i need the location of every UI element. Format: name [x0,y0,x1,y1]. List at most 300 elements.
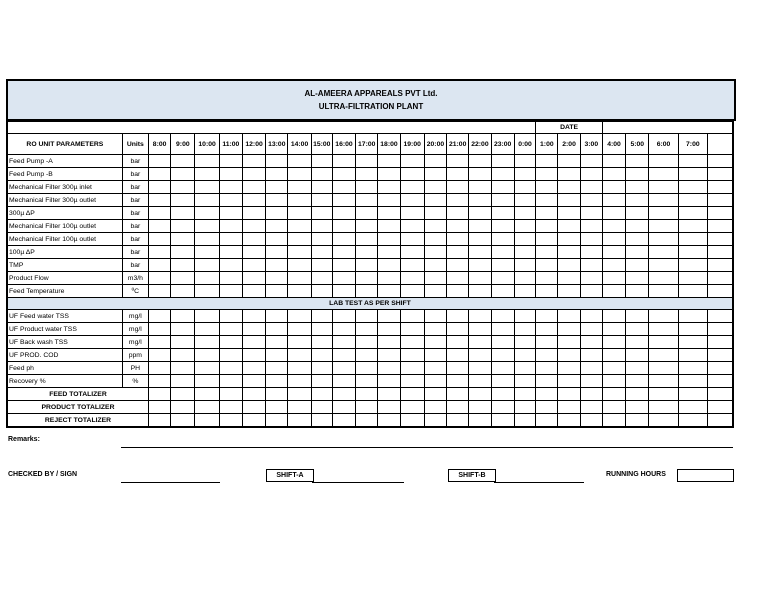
reading-cell[interactable] [311,414,332,428]
reading-cell[interactable] [356,285,378,298]
reading-cell[interactable] [678,207,707,220]
reading-cell[interactable] [678,233,707,246]
reading-cell[interactable] [678,220,707,233]
reading-cell[interactable] [332,168,355,181]
reading-cell[interactable] [602,336,625,349]
reading-cell[interactable] [580,272,602,285]
reading-cell[interactable] [626,246,649,259]
reading-cell[interactable] [288,181,311,194]
reading-cell[interactable] [447,388,469,401]
date-input[interactable] [602,122,733,134]
reading-cell[interactable] [536,336,558,349]
reading-cell[interactable] [626,168,649,181]
reading-cell[interactable] [678,181,707,194]
reading-cell[interactable] [332,375,355,388]
reading-cell[interactable] [356,362,378,375]
reading-cell[interactable] [707,323,733,336]
reading-cell[interactable] [602,285,625,298]
reading-cell[interactable] [400,246,424,259]
reading-cell[interactable] [602,246,625,259]
reading-cell[interactable] [288,233,311,246]
reading-cell[interactable] [171,362,195,375]
reading-cell[interactable] [469,181,491,194]
reading-cell[interactable] [148,375,170,388]
reading-cell[interactable] [148,181,170,194]
reading-cell[interactable] [195,414,219,428]
reading-cell[interactable] [514,388,535,401]
reading-cell[interactable] [536,349,558,362]
reading-cell[interactable] [195,310,219,323]
reading-cell[interactable] [602,362,625,375]
reading-cell[interactable] [400,349,424,362]
reading-cell[interactable] [400,310,424,323]
reading-cell[interactable] [649,194,678,207]
reading-cell[interactable] [219,168,242,181]
reading-cell[interactable] [447,220,469,233]
reading-cell[interactable] [424,259,446,272]
reading-cell[interactable] [447,181,469,194]
reading-cell[interactable] [288,285,311,298]
reading-cell[interactable] [311,285,332,298]
reading-cell[interactable] [266,181,288,194]
reading-cell[interactable] [707,414,733,428]
reading-cell[interactable] [469,168,491,181]
reading-cell[interactable] [171,349,195,362]
reading-cell[interactable] [332,414,355,428]
reading-cell[interactable] [707,246,733,259]
reading-cell[interactable] [580,414,602,428]
reading-cell[interactable] [195,155,219,168]
reading-cell[interactable] [469,310,491,323]
reading-cell[interactable] [580,155,602,168]
reading-cell[interactable] [219,349,242,362]
reading-cell[interactable] [491,401,514,414]
reading-cell[interactable] [219,246,242,259]
reading-cell[interactable] [447,194,469,207]
reading-cell[interactable] [288,155,311,168]
reading-cell[interactable] [536,155,558,168]
reading-cell[interactable] [447,207,469,220]
reading-cell[interactable] [311,233,332,246]
reading-cell[interactable] [536,375,558,388]
reading-cell[interactable] [171,155,195,168]
reading-cell[interactable] [242,401,265,414]
reading-cell[interactable] [356,388,378,401]
reading-cell[interactable] [580,168,602,181]
reading-cell[interactable] [469,323,491,336]
reading-cell[interactable] [400,233,424,246]
reading-cell[interactable] [536,259,558,272]
reading-cell[interactable] [266,401,288,414]
reading-cell[interactable] [514,168,535,181]
reading-cell[interactable] [707,220,733,233]
reading-cell[interactable] [242,233,265,246]
reading-cell[interactable] [148,285,170,298]
reading-cell[interactable] [288,414,311,428]
reading-cell[interactable] [424,401,446,414]
reading-cell[interactable] [378,388,400,401]
reading-cell[interactable] [171,310,195,323]
reading-cell[interactable] [678,414,707,428]
reading-cell[interactable] [288,310,311,323]
reading-cell[interactable] [266,207,288,220]
reading-cell[interactable] [514,181,535,194]
reading-cell[interactable] [469,155,491,168]
reading-cell[interactable] [378,336,400,349]
reading-cell[interactable] [148,194,170,207]
reading-cell[interactable] [356,207,378,220]
reading-cell[interactable] [536,310,558,323]
reading-cell[interactable] [195,246,219,259]
reading-cell[interactable] [400,388,424,401]
reading-cell[interactable] [649,155,678,168]
reading-cell[interactable] [400,155,424,168]
reading-cell[interactable] [514,259,535,272]
reading-cell[interactable] [242,194,265,207]
reading-cell[interactable] [378,414,400,428]
reading-cell[interactable] [266,388,288,401]
reading-cell[interactable] [707,181,733,194]
reading-cell[interactable] [536,233,558,246]
reading-cell[interactable] [171,336,195,349]
reading-cell[interactable] [242,310,265,323]
reading-cell[interactable] [558,246,580,259]
reading-cell[interactable] [678,375,707,388]
reading-cell[interactable] [514,401,535,414]
reading-cell[interactable] [491,194,514,207]
reading-cell[interactable] [707,401,733,414]
reading-cell[interactable] [707,272,733,285]
reading-cell[interactable] [378,168,400,181]
reading-cell[interactable] [288,246,311,259]
reading-cell[interactable] [424,375,446,388]
reading-cell[interactable] [378,155,400,168]
reading-cell[interactable] [649,388,678,401]
reading-cell[interactable] [514,155,535,168]
reading-cell[interactable] [356,233,378,246]
reading-cell[interactable] [311,246,332,259]
reading-cell[interactable] [491,310,514,323]
reading-cell[interactable] [491,362,514,375]
reading-cell[interactable] [266,259,288,272]
reading-cell[interactable] [288,168,311,181]
reading-cell[interactable] [602,272,625,285]
reading-cell[interactable] [602,375,625,388]
reading-cell[interactable] [148,349,170,362]
reading-cell[interactable] [311,375,332,388]
reading-cell[interactable] [558,155,580,168]
reading-cell[interactable] [626,401,649,414]
reading-cell[interactable] [332,362,355,375]
reading-cell[interactable] [332,207,355,220]
reading-cell[interactable] [469,207,491,220]
reading-cell[interactable] [707,336,733,349]
reading-cell[interactable] [514,207,535,220]
reading-cell[interactable] [171,388,195,401]
reading-cell[interactable] [626,336,649,349]
reading-cell[interactable] [195,194,219,207]
reading-cell[interactable] [626,207,649,220]
reading-cell[interactable] [288,375,311,388]
reading-cell[interactable] [242,246,265,259]
reading-cell[interactable] [242,285,265,298]
reading-cell[interactable] [678,246,707,259]
reading-cell[interactable] [447,155,469,168]
reading-cell[interactable] [424,414,446,428]
reading-cell[interactable] [288,220,311,233]
reading-cell[interactable] [536,388,558,401]
reading-cell[interactable] [649,362,678,375]
reading-cell[interactable] [311,168,332,181]
reading-cell[interactable] [469,349,491,362]
reading-cell[interactable] [356,323,378,336]
reading-cell[interactable] [311,362,332,375]
reading-cell[interactable] [469,285,491,298]
reading-cell[interactable] [148,246,170,259]
reading-cell[interactable] [424,349,446,362]
reading-cell[interactable] [266,310,288,323]
reading-cell[interactable] [332,388,355,401]
checked-by-sign-line[interactable] [121,482,220,483]
reading-cell[interactable] [626,362,649,375]
reading-cell[interactable] [266,414,288,428]
reading-cell[interactable] [195,323,219,336]
reading-cell[interactable] [356,310,378,323]
reading-cell[interactable] [580,259,602,272]
reading-cell[interactable] [580,336,602,349]
reading-cell[interactable] [242,336,265,349]
reading-cell[interactable] [514,349,535,362]
reading-cell[interactable] [288,207,311,220]
reading-cell[interactable] [332,401,355,414]
reading-cell[interactable] [400,414,424,428]
reading-cell[interactable] [378,272,400,285]
reading-cell[interactable] [266,349,288,362]
reading-cell[interactable] [491,259,514,272]
reading-cell[interactable] [707,362,733,375]
reading-cell[interactable] [678,155,707,168]
reading-cell[interactable] [242,259,265,272]
reading-cell[interactable] [332,220,355,233]
reading-cell[interactable] [707,194,733,207]
reading-cell[interactable] [171,272,195,285]
reading-cell[interactable] [424,155,446,168]
reading-cell[interactable] [266,362,288,375]
reading-cell[interactable] [536,285,558,298]
reading-cell[interactable] [447,323,469,336]
reading-cell[interactable] [266,168,288,181]
reading-cell[interactable] [447,414,469,428]
reading-cell[interactable] [536,194,558,207]
reading-cell[interactable] [400,194,424,207]
reading-cell[interactable] [148,155,170,168]
reading-cell[interactable] [332,233,355,246]
reading-cell[interactable] [378,233,400,246]
reading-cell[interactable] [195,207,219,220]
reading-cell[interactable] [447,336,469,349]
reading-cell[interactable] [602,259,625,272]
reading-cell[interactable] [469,388,491,401]
reading-cell[interactable] [195,362,219,375]
reading-cell[interactable] [356,155,378,168]
reading-cell[interactable] [558,285,580,298]
reading-cell[interactable] [424,285,446,298]
reading-cell[interactable] [491,168,514,181]
reading-cell[interactable] [171,414,195,428]
reading-cell[interactable] [148,220,170,233]
reading-cell[interactable] [491,246,514,259]
reading-cell[interactable] [356,259,378,272]
reading-cell[interactable] [332,181,355,194]
reading-cell[interactable] [580,349,602,362]
reading-cell[interactable] [707,233,733,246]
reading-cell[interactable] [558,233,580,246]
reading-cell[interactable] [311,155,332,168]
reading-cell[interactable] [649,220,678,233]
reading-cell[interactable] [195,272,219,285]
reading-cell[interactable] [311,349,332,362]
reading-cell[interactable] [626,272,649,285]
reading-cell[interactable] [378,220,400,233]
reading-cell[interactable] [469,233,491,246]
reading-cell[interactable] [491,207,514,220]
reading-cell[interactable] [602,168,625,181]
reading-cell[interactable] [447,362,469,375]
reading-cell[interactable] [678,349,707,362]
reading-cell[interactable] [424,220,446,233]
reading-cell[interactable] [171,168,195,181]
reading-cell[interactable] [171,181,195,194]
reading-cell[interactable] [195,388,219,401]
reading-cell[interactable] [148,272,170,285]
reading-cell[interactable] [649,323,678,336]
reading-cell[interactable] [424,233,446,246]
reading-cell[interactable] [378,194,400,207]
reading-cell[interactable] [602,414,625,428]
reading-cell[interactable] [649,401,678,414]
reading-cell[interactable] [491,285,514,298]
reading-cell[interactable] [356,336,378,349]
reading-cell[interactable] [288,259,311,272]
reading-cell[interactable] [171,194,195,207]
reading-cell[interactable] [602,401,625,414]
reading-cell[interactable] [266,194,288,207]
reading-cell[interactable] [171,233,195,246]
shift-b-sign-line[interactable] [494,482,584,483]
reading-cell[interactable] [148,310,170,323]
reading-cell[interactable] [171,401,195,414]
reading-cell[interactable] [678,285,707,298]
reading-cell[interactable] [447,259,469,272]
reading-cell[interactable] [707,285,733,298]
reading-cell[interactable] [424,246,446,259]
reading-cell[interactable] [356,375,378,388]
reading-cell[interactable] [311,259,332,272]
reading-cell[interactable] [400,336,424,349]
reading-cell[interactable] [242,155,265,168]
reading-cell[interactable] [171,207,195,220]
reading-cell[interactable] [558,220,580,233]
reading-cell[interactable] [219,401,242,414]
reading-cell[interactable] [536,323,558,336]
reading-cell[interactable] [649,285,678,298]
reading-cell[interactable] [580,388,602,401]
reading-cell[interactable] [514,220,535,233]
reading-cell[interactable] [536,272,558,285]
reading-cell[interactable] [288,388,311,401]
reading-cell[interactable] [649,310,678,323]
reading-cell[interactable] [378,259,400,272]
reading-cell[interactable] [558,207,580,220]
reading-cell[interactable] [649,272,678,285]
reading-cell[interactable] [400,375,424,388]
reading-cell[interactable] [580,246,602,259]
reading-cell[interactable] [332,336,355,349]
reading-cell[interactable] [447,168,469,181]
reading-cell[interactable] [288,194,311,207]
reading-cell[interactable] [266,155,288,168]
reading-cell[interactable] [649,375,678,388]
reading-cell[interactable] [266,375,288,388]
reading-cell[interactable] [558,272,580,285]
remarks-line[interactable] [121,447,733,448]
reading-cell[interactable] [311,194,332,207]
reading-cell[interactable] [288,362,311,375]
reading-cell[interactable] [219,285,242,298]
reading-cell[interactable] [266,233,288,246]
reading-cell[interactable] [558,349,580,362]
reading-cell[interactable] [626,349,649,362]
reading-cell[interactable] [219,414,242,428]
reading-cell[interactable] [400,272,424,285]
reading-cell[interactable] [356,246,378,259]
reading-cell[interactable] [469,336,491,349]
reading-cell[interactable] [491,375,514,388]
reading-cell[interactable] [311,323,332,336]
reading-cell[interactable] [707,349,733,362]
reading-cell[interactable] [514,414,535,428]
reading-cell[interactable] [491,414,514,428]
reading-cell[interactable] [447,246,469,259]
reading-cell[interactable] [148,401,170,414]
reading-cell[interactable] [400,285,424,298]
reading-cell[interactable] [195,285,219,298]
reading-cell[interactable] [242,362,265,375]
reading-cell[interactable] [602,388,625,401]
reading-cell[interactable] [332,310,355,323]
reading-cell[interactable] [311,401,332,414]
reading-cell[interactable] [447,401,469,414]
reading-cell[interactable] [626,414,649,428]
reading-cell[interactable] [447,233,469,246]
reading-cell[interactable] [400,401,424,414]
reading-cell[interactable] [356,168,378,181]
reading-cell[interactable] [332,246,355,259]
reading-cell[interactable] [491,155,514,168]
reading-cell[interactable] [491,323,514,336]
reading-cell[interactable] [626,155,649,168]
reading-cell[interactable] [266,323,288,336]
reading-cell[interactable] [424,310,446,323]
reading-cell[interactable] [514,233,535,246]
reading-cell[interactable] [536,181,558,194]
reading-cell[interactable] [707,310,733,323]
reading-cell[interactable] [558,401,580,414]
reading-cell[interactable] [678,259,707,272]
reading-cell[interactable] [626,194,649,207]
reading-cell[interactable] [148,414,170,428]
reading-cell[interactable] [514,285,535,298]
